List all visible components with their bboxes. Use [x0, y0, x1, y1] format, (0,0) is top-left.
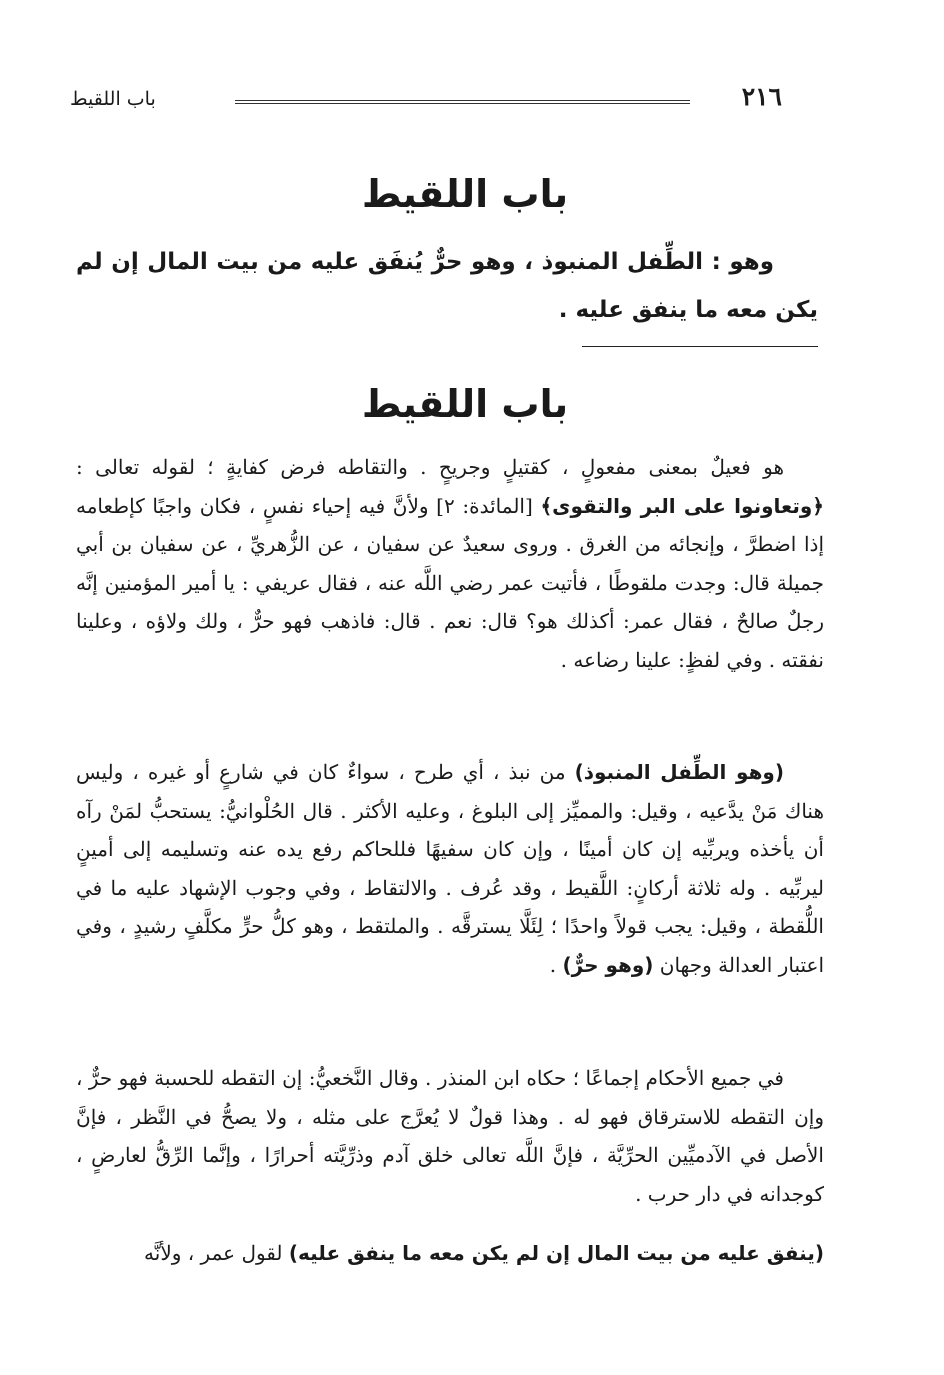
commentary-paragraph-4: [76, 1234, 824, 1273]
matn-separator-rule: [582, 346, 818, 347]
para2-text-a: من نبذ ، أي طرح ، سواءٌ كان في شارعٍ أو غيره ، وليس هناك مَنْ يدَّعيه ، وقيل: والمميِّز إلى البلوغ ، وعليه الأكثر . قال الحُلْوانيُّ: يستحبُّ لمَنْ رآه أن يأخذه ويربِّيه إن كان أمينًا ، وإن كان سفيهًا فللحاكم رفع يده عنه وتسليمه إلى أمينٍ ليربِّيه . وله ثلاثة أركانٍ: اللَّقيط ، وقد عُرف . والالتقاط ، وفي وجوب الإشهاد عليه ما في اللُّقطة ، وقيل: يجب قولاً واحدًا ؛ لِئَلَّا يسترقَّه . والملتقط ، وهو كلُّ حرٍّ مكلَّفٍ رشيدٍ ، وفي اعتبار العدالة وجهان: [76, 760, 824, 977]
para1-text-a: هو فعيلٌ بمعنى مفعولٍ ، كقتيلٍ وجريحٍ . والتقاطه فرض كفايةٍ ؛ لقوله تعالى :: [76, 455, 784, 479]
commentary-chapter-title: باب اللقيط: [361, 382, 569, 426]
commentary-paragraph-1: [76, 448, 824, 680]
matn-text: وهو : الطِّفل المنبوذ ، وهو حرٌّ يُنفَق عليه من بيت المال إن لم يكن معه ما ينفق عليه .: [76, 249, 818, 323]
page-number: ٢١٦: [741, 82, 782, 111]
running-header-title: باب اللقيط: [70, 88, 156, 110]
commentary-paragraph-3: [76, 1059, 824, 1213]
header-rule: [235, 100, 690, 104]
para2-text-b: .: [549, 952, 563, 977]
running-header: [70, 82, 782, 122]
matn-chapter-title: باب اللقيط: [361, 172, 569, 216]
para4-text-a: لقول عمر ، ولأنَّه: [144, 1241, 289, 1265]
para1-text-b: [المائدة: ٢] ولأنَّ فيه إحياء نفسٍ ، فكان واجبًا كإطعامه إذا اضطرَّ ، وإنجائه من الغرق . وروى سعيدٌ عن سفيان ، عن الزُّهريِّ ، عن سفيان بن أبي جميلة قال: وجدت ملقوطًا ، فأتيت عمر رضي اللَّه عنه ، فقال عريفي : يا أمير المؤمنين إنَّه رجلٌ صالحٌ ، فقال عمر: أكذلك هو؟ قال: نعم . قال: فاذهب فهو حرٌّ ، ولك ولاؤه ، وعلينا نفقته . وفي لفظٍ: علينا رضاعه .: [76, 493, 824, 672]
quran-verse: ﴿وتعاونوا على البر والتقوى﴾: [540, 493, 824, 518]
para3-text-a: في جميع الأحكام إجماعًا ؛ حكاه ابن المنذر . وقال النَّخعيُّ: إن التقطه للحسبة فهو حرٌّ ، وإن التقطه للاسترقاق فهو له . وهذا قولٌ لا يُعرَّج على مثله ، ولا يصحُّ في النَّظر ، فإنَّ الأصل في الآدميِّين الحرِّيَّة ، فإنَّ اللَّه تعالى خلق آدم وذرِّيَّته أحرارًا ، وإنَّما الرِّقُّ لعارضٍ ، كوجدانه في دار حرب .: [76, 1066, 824, 1206]
para2-matn-quote-b: (وهو حرٌّ): [562, 952, 654, 977]
commentary-paragraph-2: [76, 753, 824, 985]
para2-matn-quote-a: (وهو الطِّفل المنبوذ): [574, 760, 785, 784]
para4-matn-quote: (ينفق عليه من بيت المال إن لم يكن معه ما ينفق عليه): [288, 1241, 824, 1265]
